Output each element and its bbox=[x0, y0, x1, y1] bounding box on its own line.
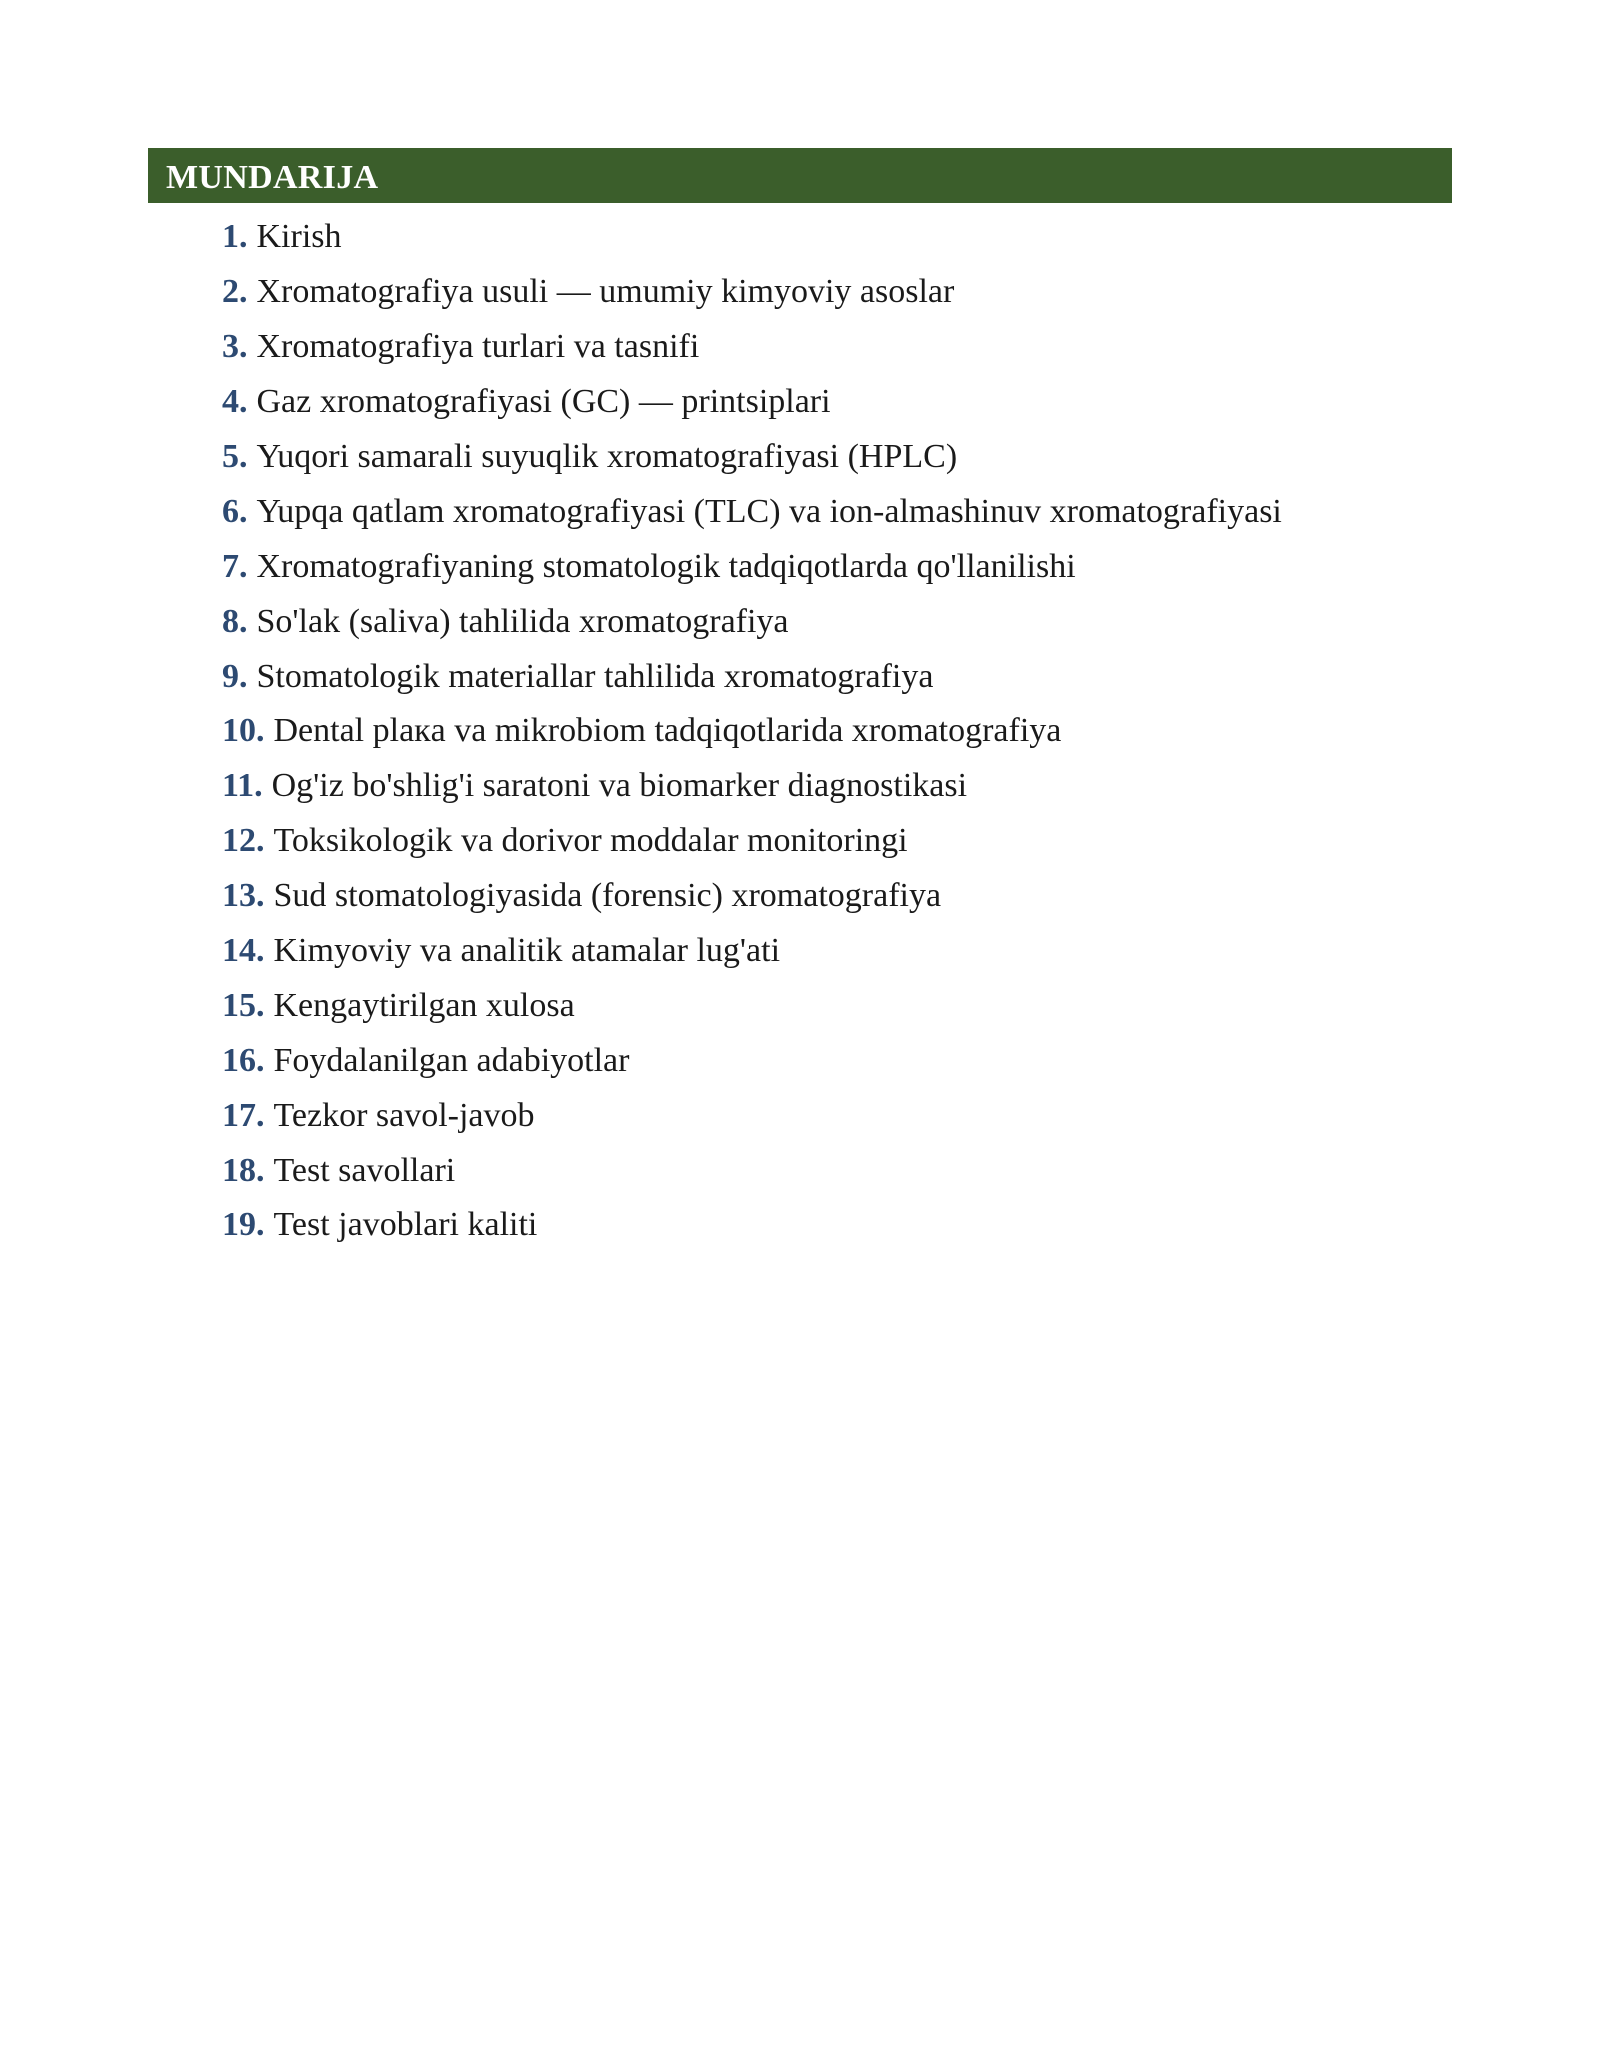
toc-item[interactable] bbox=[222, 320, 1282, 375]
toc-item-number: 10. bbox=[222, 712, 265, 750]
toc-list bbox=[222, 210, 1282, 1253]
toc-item-number: 5. bbox=[222, 438, 248, 475]
toc-item-label: Test savollari bbox=[273, 1151, 456, 1189]
toc-item-label: Og'iz bo'shlig'i saratoni va biomarker diagnostikasi bbox=[271, 767, 968, 805]
toc-item-number: 1. bbox=[222, 218, 248, 256]
toc-item[interactable] bbox=[222, 210, 1282, 265]
toc-item-label: Kirish bbox=[256, 218, 342, 256]
toc-item[interactable] bbox=[222, 594, 1282, 649]
toc-item[interactable] bbox=[222, 484, 1282, 539]
toc-item-label: Test javoblari kaliti bbox=[273, 1206, 538, 1244]
toc-item[interactable] bbox=[222, 814, 1282, 869]
toc-item[interactable] bbox=[222, 1198, 1282, 1253]
toc-item-label: Dental plaкa va mikrobiom tadqiqotlarida xromatografiya bbox=[273, 712, 1062, 750]
toc-item-label: Stomatologik materiallar tahlilida xromatografiya bbox=[256, 657, 934, 695]
toc-item-label: Foydalanilgan adabiyotlar bbox=[273, 1041, 630, 1079]
toc-item[interactable] bbox=[222, 265, 1282, 320]
toc-item-number: 14. bbox=[222, 932, 265, 970]
toc-item-number: 3. bbox=[222, 328, 248, 366]
toc-item-label: Xromatografiya turlari va tasnifi bbox=[256, 328, 700, 366]
toc-item-label: Tezkor savol-javob bbox=[273, 1096, 535, 1134]
toc-item-number: 8. bbox=[222, 602, 248, 640]
toc-item[interactable] bbox=[222, 759, 1282, 814]
toc-item-number: 7. bbox=[222, 547, 248, 585]
toc-item-number: 18. bbox=[222, 1151, 265, 1189]
toc-item-number: 12. bbox=[222, 822, 265, 860]
toc-item[interactable] bbox=[222, 430, 1282, 485]
toc-item-label: Yupqa qatlam xromatografiyasi (TLC) va ion-almashinuv xromatografiyasi bbox=[256, 492, 1282, 530]
toc-item-number: 16. bbox=[222, 1041, 265, 1079]
toc-item-label: Kengaytirilgan xulosa bbox=[273, 986, 575, 1024]
toc-header-bar bbox=[148, 148, 1452, 203]
toc-item-label: Gaz xromatografiyasi (GC) — printsiplari bbox=[256, 383, 831, 421]
toc-item-number: 9. bbox=[222, 657, 248, 695]
toc-item-label: So'lak (saliva) tahlilida xromatografiya bbox=[256, 602, 789, 640]
toc-item-number: 4. bbox=[222, 383, 248, 421]
toc-item-label: Xromatografiyaning stomatologik tadqiqotlarda qo'llanilishi bbox=[256, 547, 1076, 585]
toc-title: MUNDARIJA bbox=[166, 158, 379, 196]
toc-item[interactable] bbox=[222, 1143, 1282, 1198]
toc-item[interactable] bbox=[222, 649, 1282, 704]
toc-item[interactable] bbox=[222, 1033, 1282, 1088]
toc-item-number: 6. bbox=[222, 492, 248, 530]
toc-item-number: 15. bbox=[222, 986, 265, 1024]
toc-item-number: 19. bbox=[222, 1206, 265, 1244]
toc-item[interactable] bbox=[222, 924, 1282, 979]
toc-item-label: Sud stomatologiyasida (forensic) xromatografiya bbox=[273, 877, 942, 915]
toc-item-number: 13. bbox=[222, 877, 265, 915]
toc-item-label: Yuqori samarali suyuqlik xromatografiyasi (HPLC) bbox=[256, 438, 958, 475]
toc-item-number: 17. bbox=[222, 1096, 265, 1134]
toc-item[interactable] bbox=[222, 1088, 1282, 1143]
toc-item-label: Kimyoviy va analitik atamalar lug'ati bbox=[273, 932, 781, 970]
toc-item-label: Xromatografiya usuli — umumiy kimyoviy asoslar bbox=[256, 273, 955, 311]
toc-item-number: 11. bbox=[222, 767, 263, 805]
toc-item-number: 2. bbox=[222, 273, 248, 311]
toc-item[interactable] bbox=[222, 375, 1282, 430]
toc-item[interactable] bbox=[222, 869, 1282, 924]
toc-item[interactable] bbox=[222, 704, 1282, 759]
toc-item[interactable] bbox=[222, 539, 1282, 594]
toc-item[interactable] bbox=[222, 978, 1282, 1033]
toc-item-label: Toksikologik va dorivor moddalar monitoringi bbox=[273, 822, 908, 860]
